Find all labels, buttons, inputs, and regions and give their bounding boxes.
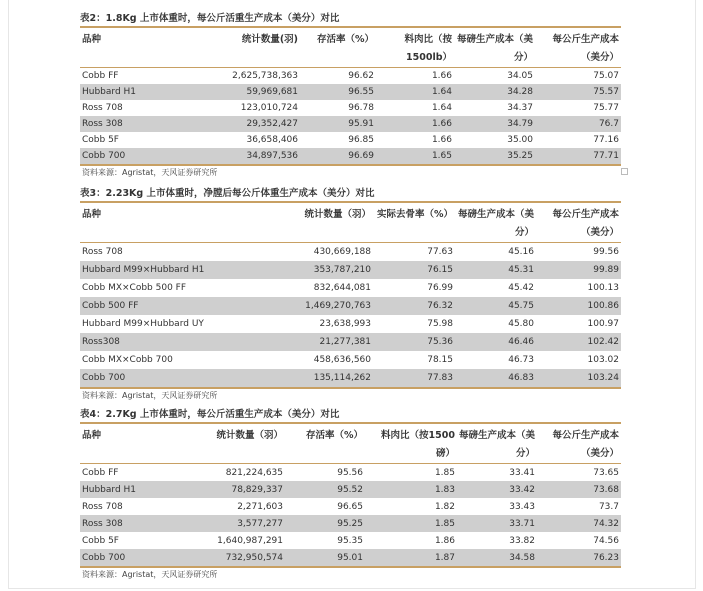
- table-cell: 34.05: [454, 68, 535, 84]
- table-cell: 35.25: [454, 148, 535, 164]
- table-cell: 33.41: [457, 464, 537, 481]
- table-row: [80, 315, 621, 333]
- table-cell: 95.91: [300, 116, 376, 132]
- table-cell: 76.15: [373, 261, 455, 279]
- header-cell: 每公斤生产成本（美分）: [552, 430, 619, 459]
- table-row: [80, 132, 621, 148]
- table-row: [80, 148, 621, 164]
- table-row: [80, 464, 621, 481]
- table-row: [80, 549, 621, 566]
- table-3-body: [80, 243, 621, 387]
- table-cell: 34.79: [454, 116, 535, 132]
- table-cell: 77.71: [535, 148, 621, 164]
- header-cell: 统计数量（羽）: [216, 430, 283, 441]
- table-2: [80, 28, 621, 67]
- table-cell: 75.36: [373, 333, 455, 351]
- table-cell: 46.73: [455, 351, 536, 369]
- table-2-caption: 表2：1.8Kg 上市体重时，每公斤活重生产成本（美分）对比: [80, 13, 340, 24]
- table-cell: Cobb 5F: [80, 132, 185, 148]
- table-cell: 46.46: [455, 333, 536, 351]
- table-cell: 102.42: [536, 333, 621, 351]
- header-cell: 存活率（%）: [305, 430, 363, 441]
- table-cell: 2,271,603: [185, 498, 285, 515]
- table-cell: 95.56: [285, 464, 365, 481]
- table-cell: 34.37: [454, 100, 535, 116]
- table-cell: 103.02: [536, 351, 621, 369]
- table-cell: 458,636,560: [228, 351, 373, 369]
- table-cell: 75.77: [535, 100, 621, 116]
- table-cell: 76.23: [537, 549, 621, 566]
- table-2-source: 资料来源：Agristat，天风证券研究所: [82, 168, 218, 177]
- header-cell: 存活率（%）: [316, 34, 374, 45]
- table-cell: 1.87: [365, 549, 457, 566]
- table-cell: 33.43: [457, 498, 537, 515]
- table-3-section: [80, 187, 621, 403]
- header-cell: 每磅生产成本（美分）: [456, 34, 533, 63]
- table-header-row: [80, 203, 621, 242]
- header-cell: 料肉比（按1500磅）: [381, 430, 455, 459]
- header-cell: 统计数量（羽）: [304, 209, 371, 220]
- header-cell: 每磅生产成本（美分）: [457, 209, 534, 238]
- table-cell: 33.42: [457, 481, 537, 498]
- table-row: [80, 68, 621, 84]
- table-cell: 74.32: [537, 515, 621, 532]
- table-cell: Cobb FF: [80, 68, 185, 84]
- table-cell: 45.75: [455, 297, 536, 315]
- table-row: [80, 481, 621, 498]
- table-cell: Cobb 700: [80, 148, 185, 164]
- table-cell: 76.7: [535, 116, 621, 132]
- table-cell: 96.55: [300, 84, 376, 100]
- table-cell: 78,829,337: [185, 481, 285, 498]
- table-cell: 34.58: [457, 549, 537, 566]
- table-cell: 96.85: [300, 132, 376, 148]
- table-cell: 95.25: [285, 515, 365, 532]
- table-cell: Hubbard M99×Hubbard UY: [80, 315, 228, 333]
- table-cell: 45.80: [455, 315, 536, 333]
- table-cell: 73.7: [537, 498, 621, 515]
- table-cell: 732,950,574: [185, 549, 285, 566]
- table-cell: 95.01: [285, 549, 365, 566]
- table-2-body: [80, 68, 621, 164]
- table-cell: 1.86: [365, 532, 457, 549]
- table-cell: 1.64: [376, 84, 454, 100]
- table-4-body: [80, 464, 621, 566]
- table-cell: 95.52: [285, 481, 365, 498]
- table-cell: 78.15: [373, 351, 455, 369]
- table-cell: 100.86: [536, 297, 621, 315]
- table-cell: 77.63: [373, 243, 455, 261]
- table-cell: 96.62: [300, 68, 376, 84]
- table-header-row: [80, 424, 621, 463]
- table-cell: 1.82: [365, 498, 457, 515]
- table-row: [80, 333, 621, 351]
- table-cell: 1.85: [365, 464, 457, 481]
- table-row: [80, 261, 621, 279]
- table-cell: 76.99: [373, 279, 455, 297]
- header-cell: 每磅生产成本（美分）: [459, 430, 536, 459]
- table-cell: 96.78: [300, 100, 376, 116]
- header-cell: 每公斤生产成本（美分）: [552, 34, 619, 63]
- table-row: [80, 515, 621, 532]
- table-cell: Ross308: [80, 333, 228, 351]
- table-3: [80, 203, 621, 242]
- table-cell: 1,469,270,763: [228, 297, 373, 315]
- table-row: [80, 116, 621, 132]
- table-cell: Ross 708: [80, 243, 228, 261]
- table-cell: 35.00: [454, 132, 535, 148]
- table-cell: 21,277,381: [228, 333, 373, 351]
- header-cell: 料肉比（按1500lb）: [404, 34, 452, 63]
- table-cell: 2,625,738,363: [185, 68, 300, 84]
- table-cell: Cobb MX×Cobb 700: [80, 351, 228, 369]
- table-cell: 95.35: [285, 532, 365, 549]
- table-cell: 23,638,993: [228, 315, 373, 333]
- table-header-row: [80, 28, 621, 67]
- table-cell: Ross 708: [80, 498, 185, 515]
- table-cell: 832,644,081: [228, 279, 373, 297]
- table-cell: Hubbard H1: [80, 84, 185, 100]
- table-3-caption: 表3：2.23Kg 上市体重时，净膛后每公斤体重生产成本（美分）对比: [80, 188, 375, 199]
- table-cell: 46.83: [455, 369, 536, 387]
- table-cell: 77.83: [373, 369, 455, 387]
- header-cell: 品种: [82, 34, 102, 45]
- table-cell: 99.89: [536, 261, 621, 279]
- table-cell: 77.16: [535, 132, 621, 148]
- table-cell: 29,352,427: [185, 116, 300, 132]
- table-cell: 45.31: [455, 261, 536, 279]
- table-cell: 75.07: [535, 68, 621, 84]
- table-cell: 74.56: [537, 532, 621, 549]
- table-cell: Cobb 5F: [80, 532, 185, 549]
- table-cell: Ross 308: [80, 116, 185, 132]
- table-cell: 821,224,635: [185, 464, 285, 481]
- table-cell: 100.13: [536, 279, 621, 297]
- table-cell: Hubbard M99×Hubbard H1: [80, 261, 228, 279]
- table-row: [80, 498, 621, 515]
- table-cell: 76.32: [373, 297, 455, 315]
- table-cell: 34.28: [454, 84, 535, 100]
- table-cell: 34,897,536: [185, 148, 300, 164]
- table-row: [80, 297, 621, 315]
- table-cell: 1.66: [376, 68, 454, 84]
- table-cell: 3,577,277: [185, 515, 285, 532]
- table-cell: 1.64: [376, 100, 454, 116]
- table-cell: 430,669,188: [228, 243, 373, 261]
- header-cell: 实际去骨率（%）: [376, 209, 453, 220]
- table-4-source: 资料来源：Agristat，天风证券研究所: [82, 570, 218, 579]
- header-cell: 品种: [82, 430, 102, 441]
- table-cell: 135,114,262: [228, 369, 373, 387]
- table-3-source: 资料来源：Agristat，天风证券研究所: [82, 391, 218, 400]
- table-cell: 1.66: [376, 116, 454, 132]
- table-cell: 75.57: [535, 84, 621, 100]
- table-cell: 99.56: [536, 243, 621, 261]
- table-cell: 103.24: [536, 369, 621, 387]
- header-cell: 品种: [82, 209, 102, 220]
- table-row: [80, 84, 621, 100]
- table-row: [80, 243, 621, 261]
- table-cell: 1,640,987,291: [185, 532, 285, 549]
- table-cell: 45.16: [455, 243, 536, 261]
- table-cell: 1.66: [376, 132, 454, 148]
- table-row: [80, 100, 621, 116]
- table-cell: 73.65: [537, 464, 621, 481]
- table-cell: 96.65: [285, 498, 365, 515]
- table-cell: Ross 308: [80, 515, 185, 532]
- header-cell: 每公斤生产成本（美分）: [552, 209, 619, 238]
- table-cell: 33.71: [457, 515, 537, 532]
- table-row: [80, 532, 621, 549]
- table-4-section: [80, 408, 621, 582]
- table-cell: Cobb 700: [80, 369, 228, 387]
- header-cell: 统计数量(羽): [241, 34, 298, 45]
- table-cell: 353,787,210: [228, 261, 373, 279]
- table-cell: Cobb 500 FF: [80, 297, 228, 315]
- table-cell: 1.65: [376, 148, 454, 164]
- table-cell: 75.98: [373, 315, 455, 333]
- table-4-caption: 表4：2.7Kg 上市体重时，每公斤活重生产成本（美分）对比: [80, 409, 340, 420]
- table-4: [80, 424, 621, 463]
- table-cell: Cobb FF: [80, 464, 185, 481]
- table-row: [80, 279, 621, 297]
- table-cell: 123,010,724: [185, 100, 300, 116]
- table-cell: Ross 708: [80, 100, 185, 116]
- table-cell: 45.42: [455, 279, 536, 297]
- table-2-section: [80, 12, 621, 180]
- table-cell: 36,658,406: [185, 132, 300, 148]
- corner-marker: [621, 168, 628, 175]
- table-cell: 73.68: [537, 481, 621, 498]
- table-cell: Hubbard H1: [80, 481, 185, 498]
- table-cell: 100.97: [536, 315, 621, 333]
- table-cell: 1.83: [365, 481, 457, 498]
- table-row: [80, 369, 621, 387]
- table-cell: 96.69: [300, 148, 376, 164]
- table-cell: 59,969,681: [185, 84, 300, 100]
- table-cell: Cobb 700: [80, 549, 185, 566]
- table-cell: 1.85: [365, 515, 457, 532]
- table-row: [80, 351, 621, 369]
- table-cell: Cobb MX×Cobb 500 FF: [80, 279, 228, 297]
- table-cell: 33.82: [457, 532, 537, 549]
